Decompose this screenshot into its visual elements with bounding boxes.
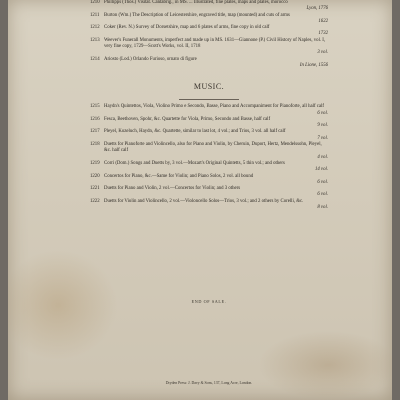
lot-description: Duetts for Pianoforte and Violincello, also for Piano and Violin, by Cheruin, Duport, Hertz, Mendelssohn, Pleyel, &c. half calf: [104, 142, 322, 154]
lot-imprint: Lyon, 1776: [306, 6, 328, 12]
lot-number: 1210: [90, 0, 100, 5]
lot-imprint: In Lione, 1556: [299, 62, 328, 68]
lot-imprint: 6 vol.: [317, 110, 328, 116]
lot-entry: [90, 57, 328, 70]
lot-description-wrap: [104, 38, 328, 57]
lot-description: Haydn's Quintettos, Viola, Violino Primo e Secondo, Basse, Piano and Accompaniment for Pianoforte, all half calf: [104, 104, 324, 110]
lot-description-wrap: [104, 129, 328, 142]
lot-description: Burton (Wm.) The Description of Leicestershire, engraved title, map (mounted) and cuts of arms: [104, 12, 290, 18]
lot-description: Pleyel, Kozeluch, Haydn, &c. Quartette, similar to last lot, 4 vol.; and Trios, 3 vol. all half calf: [104, 129, 286, 135]
lot-number: 1211: [90, 12, 100, 18]
lot-description-wrap: [104, 142, 328, 161]
lot-description: Duetts for Violin and Violincello, 2 vol.—Violoncello Solos—Trios, 3 vol.; and 2 others by Corelli, &c.: [104, 198, 304, 204]
lot-imprint: 3 vol.: [317, 50, 328, 56]
lot-imprint: 6 vol.: [317, 179, 328, 185]
lot-list-music: [90, 104, 328, 211]
lot-entry: [90, 117, 328, 130]
lot-number: 1222: [90, 198, 100, 204]
lot-entry: [90, 186, 328, 199]
lot-entry: [90, 25, 328, 38]
lot-description: Duetts for Piano and Violin, 2 vol.—Concertos for Violin; and 3 others: [104, 186, 241, 192]
lot-imprint: 9 vol.: [317, 123, 328, 129]
lot-number: 1217: [90, 129, 100, 135]
lot-imprint: 1732: [318, 31, 328, 37]
lot-entry: [90, 161, 328, 174]
lot-list-top: [90, 0, 328, 69]
lot-description-wrap: [104, 199, 328, 212]
lot-number: 1218: [90, 142, 100, 148]
lot-number: 1213: [90, 37, 100, 43]
lot-entry: [90, 13, 328, 26]
lot-description-wrap: [104, 13, 328, 26]
lot-description-wrap: [104, 0, 328, 13]
lot-entry: [90, 104, 328, 117]
lot-entry: [90, 0, 328, 13]
lot-description: Concertos for Piano, &c.—Same for Violin; and Piano Solos, 2 vol. all bound: [104, 173, 254, 179]
lot-imprint: 7 vol.: [317, 135, 328, 141]
paper-stain: [258, 330, 392, 400]
lot-description-wrap: [104, 117, 328, 130]
lot-number: 1214: [90, 56, 100, 62]
catalogue-content: [90, 0, 328, 385]
lot-number: 1216: [90, 116, 100, 122]
lot-number: 1215: [90, 104, 100, 110]
lot-imprint: 8 vol.: [317, 205, 328, 211]
section-title: MUSIC.: [193, 82, 225, 92]
lot-description: Corri (Dom.) Songs and Duetts by, 3 vol.—Mozart's Original Quintetts, 5 thin vol.; and others: [104, 160, 285, 166]
lot-imprint: 4 vol.: [317, 154, 328, 160]
lot-description-wrap: [104, 57, 328, 70]
lot-number: 1220: [90, 173, 100, 179]
lot-description: Coker (Rev. N.) Survey of Dorsetshire, map and 6 plates of arms, fine copy in old calf: [104, 25, 270, 31]
lot-entry: [90, 174, 328, 187]
lot-entry: [90, 129, 328, 142]
catalogue-page: [8, 0, 392, 400]
lot-description-wrap: [104, 104, 328, 117]
lot-number: 1219: [90, 160, 100, 166]
lot-imprint: 1622: [318, 18, 328, 24]
lot-number: 1212: [90, 25, 100, 31]
lot-description: Ariosto (Lod.) Orlando Furioso, ornato di figure: [104, 56, 197, 62]
lot-description: Weever's Funerall Monuments, imperfect and made up in MS. 1631—Giannone (P.) Civil History of Naples, vol. I, very fine copy, 1729—Scott's Works, vol. II, 1718: [104, 37, 326, 50]
lot-description-wrap: [104, 174, 328, 187]
lot-imprint: 14 vol.: [314, 167, 328, 173]
lot-description-wrap: [104, 186, 328, 199]
lot-description: Phillipps (Thos.) Visitat. Cantabrig., in MS. ... Illustrated, fine plates, maps and plates, morocco: [104, 0, 288, 5]
lot-number: 1221: [90, 186, 100, 192]
lot-entry: [90, 38, 328, 57]
lot-entry: [90, 142, 328, 161]
end-of-sale-note: END OF SALE.: [191, 299, 227, 304]
section-rule: [179, 99, 239, 100]
lot-description: Fesca, Beethoven, Spohr, &c. Quartette for Viola, Primo, Secondo and Basse, half calf: [104, 116, 271, 122]
lot-imprint: 6 vol.: [317, 192, 328, 198]
lot-entry: [90, 199, 328, 212]
printer-imprint: Dryden Press: J. Davy & Sons, 137, Long Acre, London.: [165, 381, 253, 385]
lot-description-wrap: [104, 25, 328, 38]
lot-description-wrap: [104, 161, 328, 174]
